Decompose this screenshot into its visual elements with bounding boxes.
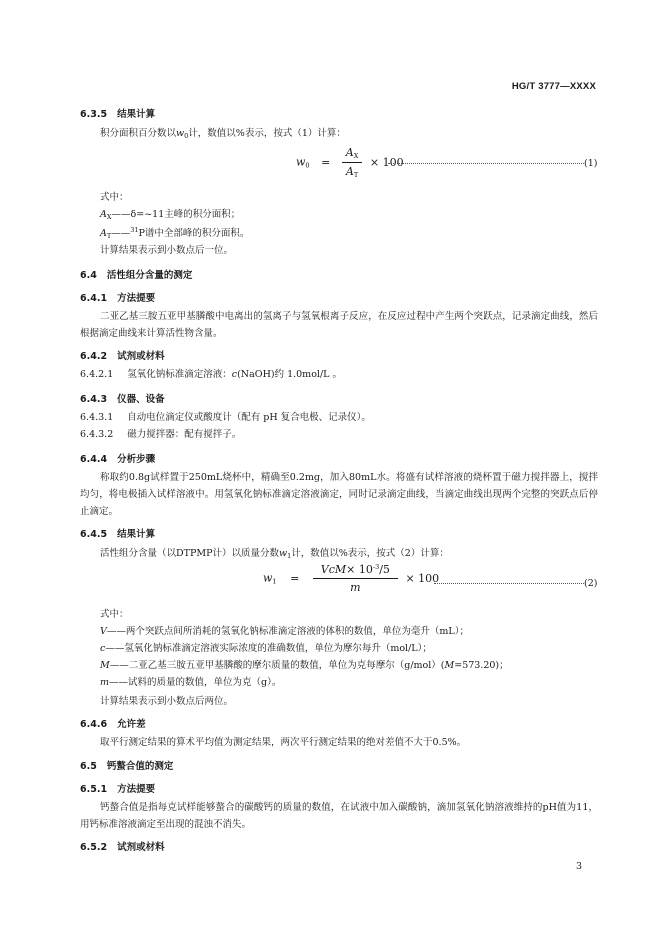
section-6-3-5-heading xyxy=(80,106,155,120)
def-text: ——氢氧化钠标准滴定溶液实际浓度的准确数值，单位为摩尔每升（mol/L）； xyxy=(105,643,432,654)
page-number: 3 xyxy=(575,861,582,872)
fraction xyxy=(342,146,363,179)
equation-number: (2) xyxy=(584,578,598,589)
s645-result-note: 计算结果表示到小数点后两位。 xyxy=(100,696,234,707)
formula-lhs: w xyxy=(296,155,306,169)
num-times: × 10 xyxy=(346,563,373,576)
var-sub: 0 xyxy=(184,132,189,140)
item-number: 6.4.3.2 xyxy=(80,429,114,440)
def-text: ——二亚乙基三胺五亚甲基膦酸的摩尔质量的数值，单位为克每摩尔（g/mol）( xyxy=(109,660,445,671)
section-title: 结果计算 xyxy=(117,109,156,120)
s635-result-note: 计算结果表示到小数点后一位。 xyxy=(100,245,234,256)
s645-intro xyxy=(100,545,449,565)
def-text: ——δ=~11主峰的积分面积； xyxy=(111,209,241,220)
section-6-5-1-heading xyxy=(80,781,155,795)
def-var: A xyxy=(100,209,107,220)
section-6-4-heading xyxy=(80,267,192,281)
section-6-4-3-heading xyxy=(80,391,165,405)
intro-text: 积分面积百分数以 xyxy=(100,128,177,139)
item-text: 自动电位滴定仪或酸度计（配有 pH 复合电极、记录仪）。 xyxy=(127,412,371,423)
section-title: 活性组分含量的测定 xyxy=(106,270,193,281)
section-number: 6.5.2 xyxy=(80,842,108,853)
section-number: 6.4.1 xyxy=(80,293,108,304)
times-100: × 100 xyxy=(369,155,404,169)
s641-paragraph: 二亚乙基三胺五亚甲基膦酸中电离出的氢离子与氢氧根离子反应，在反应过程中产生两个突跃点，记录滴定曲线，然后根据滴定曲线来计算活性物含量。 xyxy=(80,311,598,339)
def-var: V xyxy=(100,626,107,637)
section-number: 6.5.1 xyxy=(80,784,108,795)
where-label: 式中： xyxy=(100,192,129,203)
den-var: A xyxy=(345,165,354,178)
leader-dots xyxy=(388,163,584,164)
intro-text: 计，数值以%表示，按式（2）计算： xyxy=(291,548,449,559)
section-number: 6.3.5 xyxy=(80,109,108,120)
section-title: 允许差 xyxy=(117,719,146,730)
where-label: 式中： xyxy=(100,609,129,620)
var-w: w xyxy=(176,128,185,139)
equation-number: (1) xyxy=(584,158,598,169)
def-M xyxy=(100,657,509,674)
fraction xyxy=(313,563,398,594)
section-title: 试剂或材料 xyxy=(117,351,165,362)
equals-sign: = xyxy=(321,155,331,169)
s651-paragraph: 钙螯合值是指每克试样能够螯合的碳酸钙的质量的数值，在试液中加入碳酸钠，滴加氢氧化钠溶液维持的pH值为11，用钙标准溶液滴定至出现的混浊不消失。 xyxy=(80,802,598,830)
times-100: × 100 xyxy=(405,571,440,585)
section-number: 6.5 xyxy=(80,761,97,772)
num-var: A xyxy=(345,146,354,159)
formula-lhs: w xyxy=(263,571,273,585)
num-expr: VcM xyxy=(320,563,347,576)
section-title: 方法提要 xyxy=(117,293,156,304)
equals-sign: = xyxy=(290,571,300,585)
s644-paragraph: 称取约0.8g试样置于250mL烧杯中，精确至0.2mg，加入80mL水。将盛有试样溶液的烧杯置于磁力搅拌器上，搅拌均匀，将电极插入试样溶液中。用氢氧化钠标准滴定溶液滴定，同时记录滴定曲线，当滴定曲线出现两个完整的突跃点后停止滴定。 xyxy=(80,472,598,517)
def-sup: 31 xyxy=(130,226,139,234)
den-sub: T xyxy=(353,171,359,179)
section-number: 6.4 xyxy=(80,270,97,281)
section-title: 钙螯合值的测定 xyxy=(106,761,174,772)
section-title: 分析步骤 xyxy=(117,454,156,465)
def-text: P谱中全部峰的积分面积。 xyxy=(138,228,250,239)
formula-lhs-sub: 0 xyxy=(305,161,310,170)
section-6-4-4-heading xyxy=(80,451,155,465)
formula-lhs-sub: 1 xyxy=(272,577,277,586)
def-var: m xyxy=(100,677,110,688)
num-sub: X xyxy=(353,152,359,160)
num-exp: -3 xyxy=(372,563,380,571)
leader-dots xyxy=(434,583,584,584)
item-number: 6.4.3.1 xyxy=(80,412,114,423)
def-m xyxy=(100,674,281,691)
def-text: =573.20)； xyxy=(454,660,509,671)
section-number: 6.4.3 xyxy=(80,394,108,405)
section-number: 6.4.6 xyxy=(80,719,108,730)
item-text: 磁力搅拌器：配有搅拌子。 xyxy=(127,429,242,440)
numerator xyxy=(342,146,363,163)
s6431-item xyxy=(80,409,371,426)
item-text: 氢氧化钠标准滴定溶液： xyxy=(127,369,232,380)
numerator xyxy=(313,563,398,579)
section-number: 6.4.5 xyxy=(80,529,108,540)
def-c xyxy=(100,640,432,657)
def-var: c xyxy=(100,643,106,654)
section-title: 试剂或材料 xyxy=(117,842,165,853)
section-6-5-2-heading xyxy=(80,839,165,853)
def-v xyxy=(100,623,469,640)
def-var: M xyxy=(444,660,455,671)
intro-text: 计，数值以%表示，按式（1）计算： xyxy=(188,128,346,139)
s635-intro xyxy=(100,125,346,145)
def-var: A xyxy=(100,228,107,239)
item-text: (NaOH)约 1.0mol/L 。 xyxy=(237,369,342,380)
var-sub: 1 xyxy=(287,552,292,560)
intro-text: 活性组分含量（以DTPMP计）以质量分数 xyxy=(100,548,279,559)
item-number: 6.4.2.1 xyxy=(80,369,114,380)
standard-code: HG/T 3777—XXXX xyxy=(511,81,596,92)
def-text: ——试料的质量的数值，单位为克（g）。 xyxy=(109,677,282,688)
var-c: c xyxy=(231,369,238,380)
section-6-4-6-heading xyxy=(80,716,146,730)
section-6-4-5-heading xyxy=(80,526,155,540)
def-sub: T xyxy=(106,232,112,240)
section-number: 6.4.2 xyxy=(80,351,108,362)
section-title: 仪器、设备 xyxy=(117,394,165,405)
section-6-4-2-heading xyxy=(80,348,165,362)
s6421-item xyxy=(80,366,342,383)
section-title: 结果计算 xyxy=(117,529,156,540)
def-text: ——两个突跃点间所消耗的氢氧化钠标准滴定溶液的体积的数值，单位为毫升（mL）； xyxy=(106,626,469,637)
denominator xyxy=(342,163,363,179)
formula-2 xyxy=(263,563,439,594)
section-number: 6.4.4 xyxy=(80,454,108,465)
denominator: m xyxy=(350,581,361,594)
s6432-item xyxy=(80,426,241,443)
s646-paragraph: 取平行测定结果的算术平均值为测定结果，两次平行测定结果的绝对差值不大于0.5%。 xyxy=(100,737,467,748)
section-6-4-1-heading xyxy=(80,290,155,304)
num-tail: /5 xyxy=(379,563,390,576)
def-sub: X xyxy=(106,213,112,221)
section-6-5-heading xyxy=(80,758,173,772)
def-dash: —— xyxy=(111,228,131,239)
section-title: 方法提要 xyxy=(117,784,156,795)
var-w: w xyxy=(278,548,288,559)
def-var: M xyxy=(100,660,110,671)
